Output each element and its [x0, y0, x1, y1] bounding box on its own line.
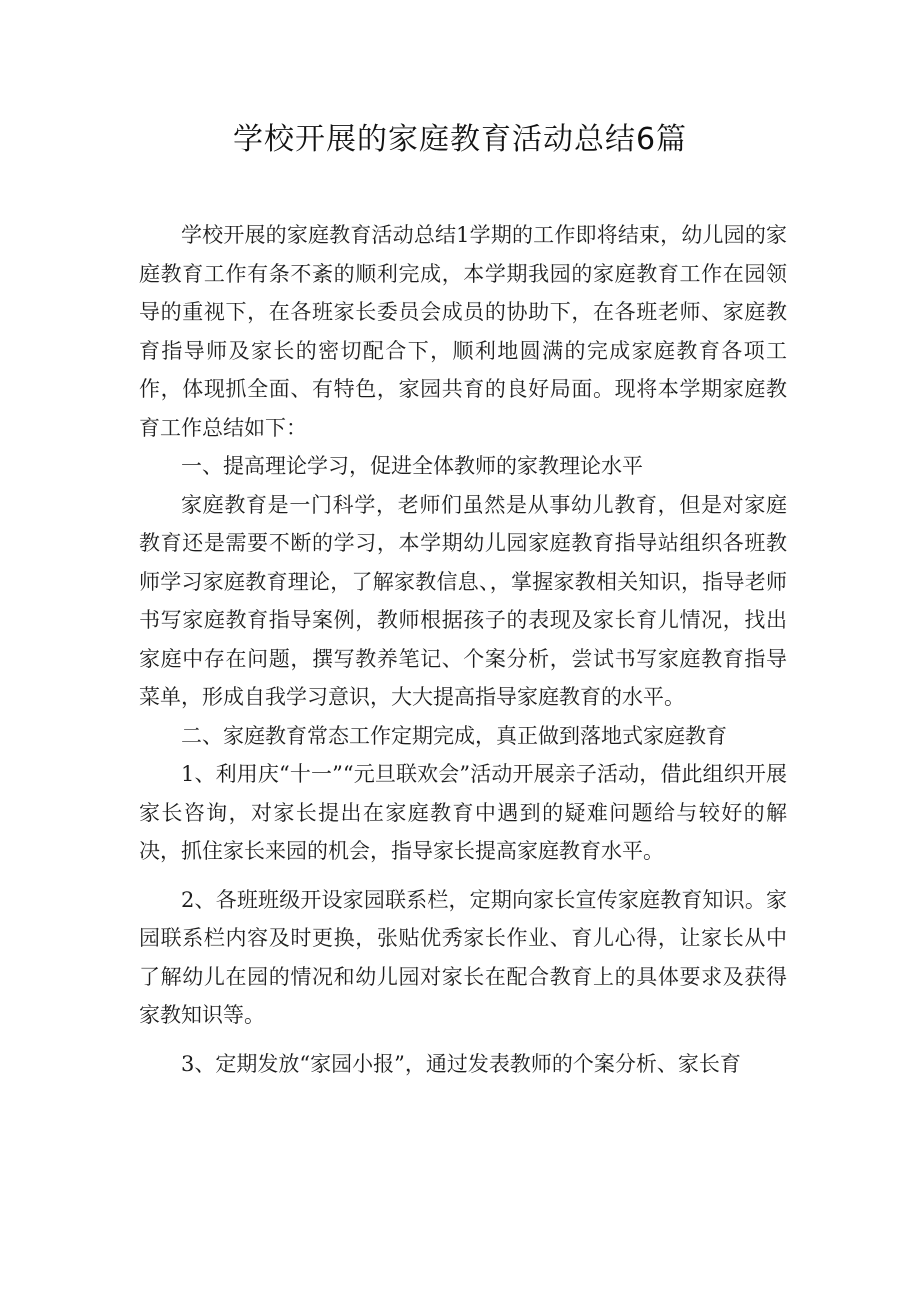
paragraph-item-2: 2、各班班级开设家园联系栏，定期向家长宣传家庭教育知识。家园联系栏内容及时更换，张贴优秀家长作业、育儿心得，让家长从中了解幼儿在园的情况和幼儿园对家长在配合教育上的具体要求及获得家教知识等。 [139, 887, 787, 1027]
paragraph-item-1: 1、利用庆“十一”“元旦联欢会”活动开展亲子活动，借此组织开展家长咨询，对家长提出在家庭教育中遇到的疑难问题给与较好的解决，抓住家长来园的机会，指导家长提高家庭教育水平。 [139, 762, 787, 863]
section-heading-2: 二、家庭教育常态工作定期完成，真正做到落地式家庭教育 [181, 723, 727, 748]
section-heading-1: 一、提高理论学习，促进全体教师的家教理论水平 [181, 454, 643, 478]
paragraph-theory-study: 家庭教育是一门科学，老师们虽然是从事幼儿教育，但是对家庭教育还是需要不断的学习，本学期幼儿园家庭教育指导站组织各班教师学习家庭教育理论，了解家教信息、，掌握家教相关知识，指导老师书写家庭教育指导案例，教师根据孩子的表现及家长育儿情况，找出家庭中存在问题，撰写教养笔记、个案分析，尝试书写家庭教育指导菜单，形成自我学习意识，大大提高指导家庭教育的水平。 [139, 492, 787, 709]
document-title: 学校开展的家庭教育活动总结6篇 [232, 122, 688, 157]
paragraph-item-3: 3、定期发放“家园小报”，通过发表教师的个案分析、家长育 [181, 1051, 741, 1076]
paragraph-intro: 学校开展的家庭教育活动总结1学期的工作即将结束，幼儿园的家庭教育工作有条不紊的顺利完成，本学期我园的家庭教育工作在园领导的重视下，在各班家长委员会成员的协助下，在各班老师、家庭教育指导师及家长的密切配合下，顺利地圆满的完成家庭教育各项工作，体现抓全面、有特色，家园共育的良好局面。现将本学期家庭教育工作总结如下： [139, 223, 787, 440]
document-body [139, 216, 787, 1083]
